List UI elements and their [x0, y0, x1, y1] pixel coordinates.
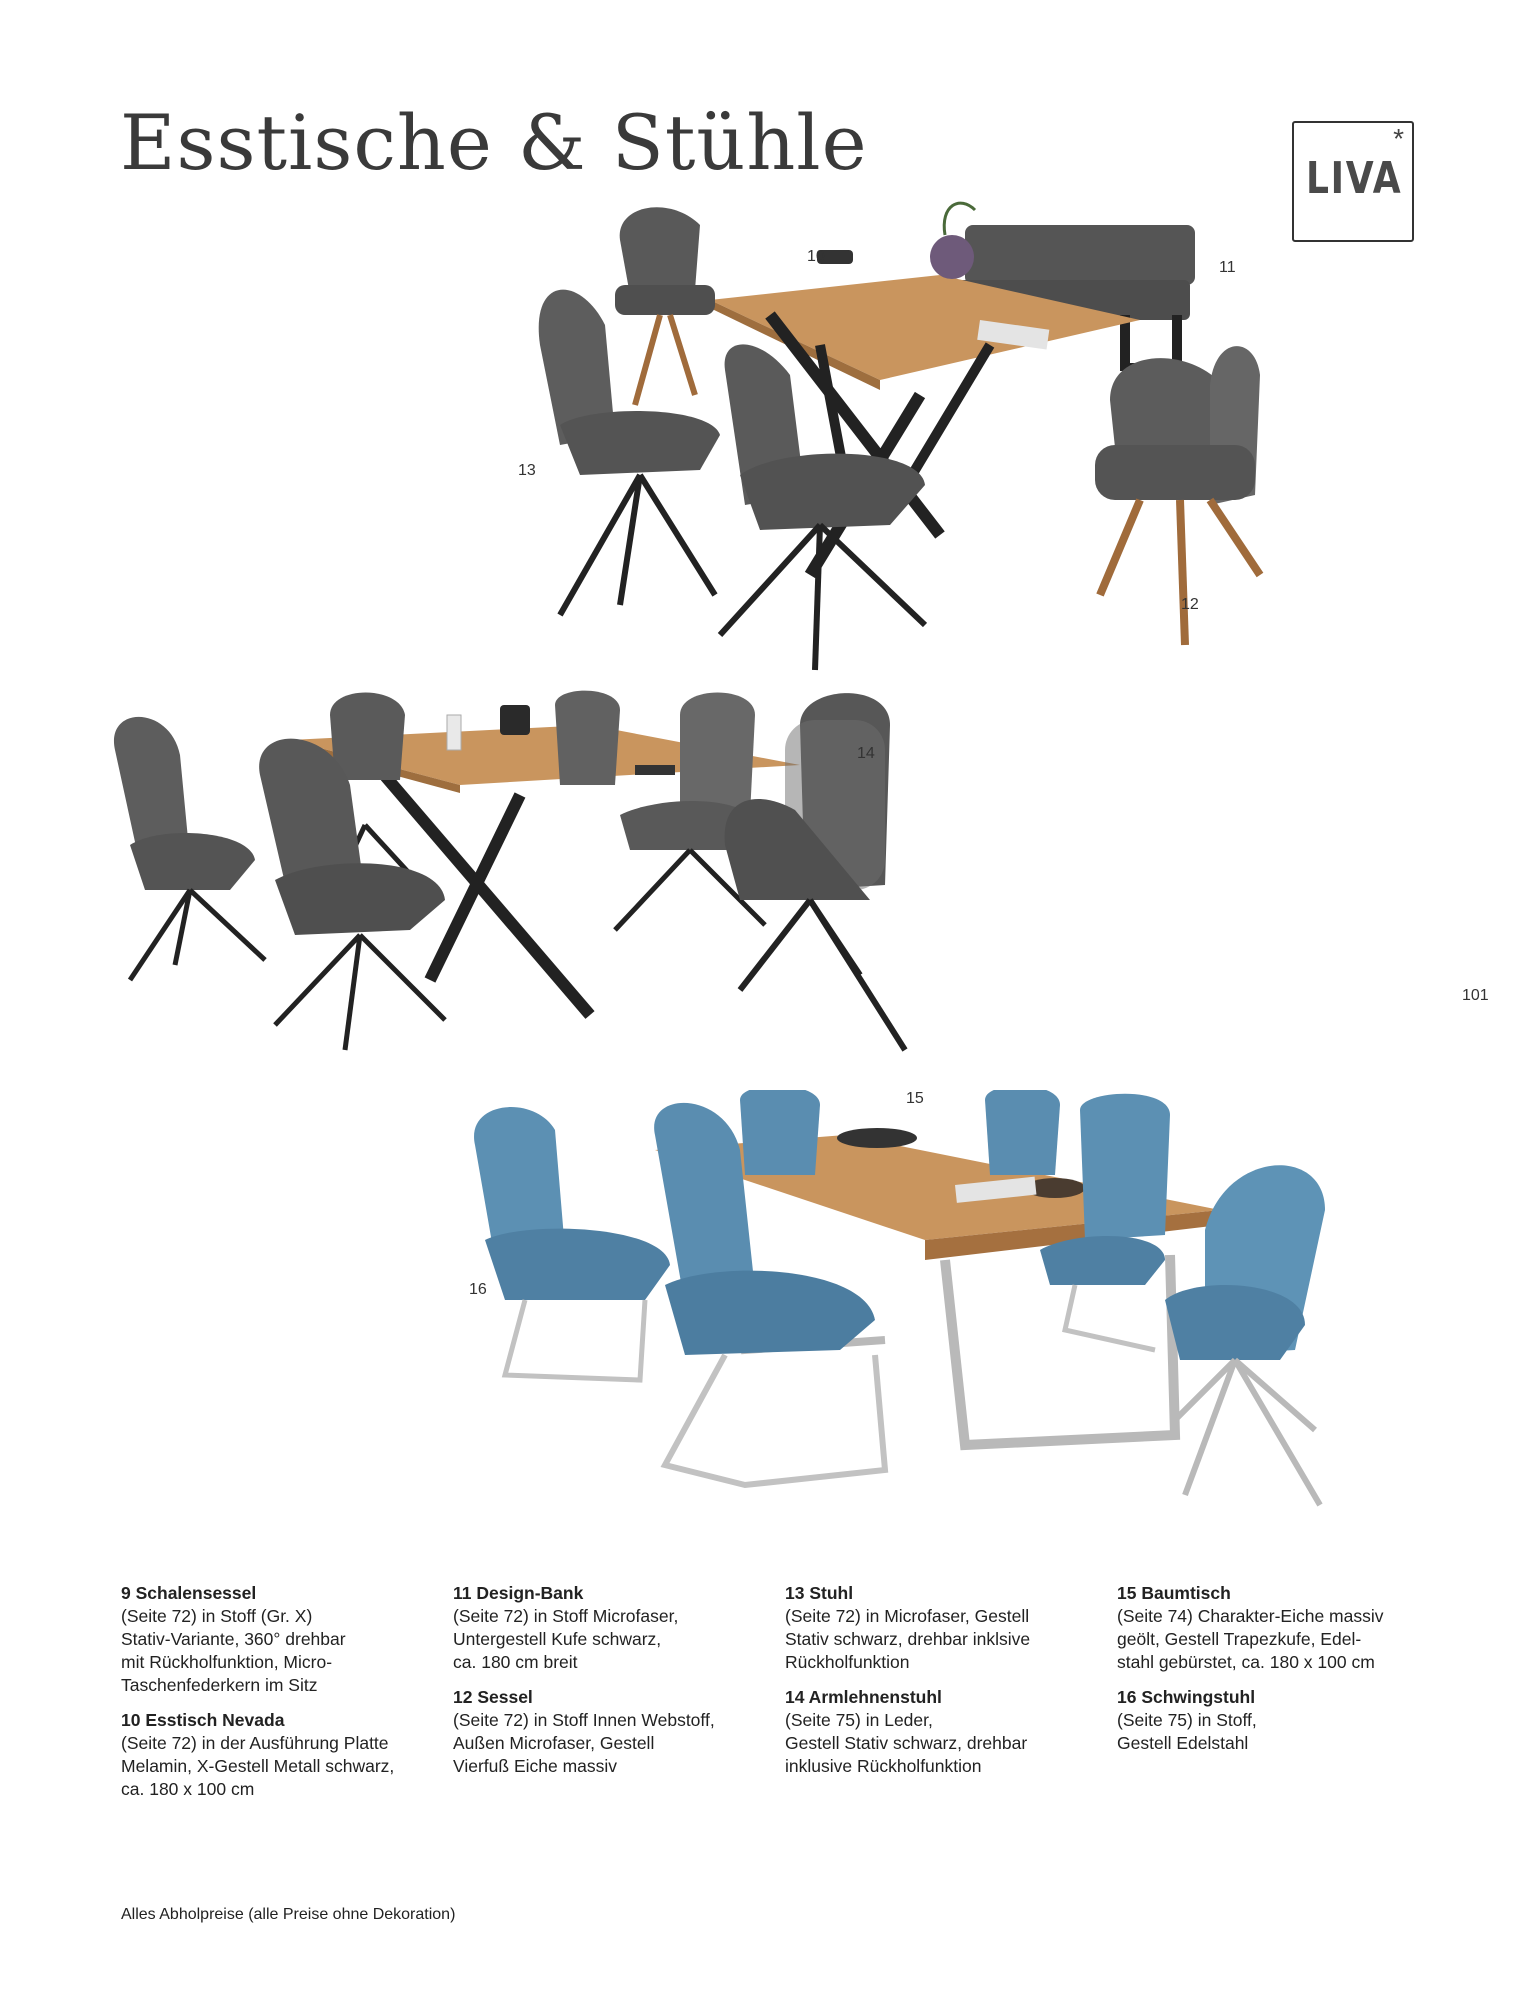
product-text: (Seite 72) in der Ausführung Platte Melamin, X-Gestell Metall schwarz, ca. 180 x 100 cm — [121, 1733, 395, 1799]
product-heading: 12 Sessel — [453, 1687, 533, 1707]
product-heading: 16 Schwingstuhl — [1117, 1687, 1256, 1707]
product-10 — [121, 1709, 441, 1801]
sessel-12 — [1095, 346, 1260, 645]
product-text: (Seite 72) in Stoff Microfaser, Untergestell Kufe schwarz, ca. 180 cm breit — [453, 1606, 679, 1672]
product-text: (Seite 74) Charakter-Eiche massiv geölt, Gestell Trapezkufe, Edel- stahl gebürstet, ca. 180 x 100 cm — [1117, 1606, 1384, 1672]
desc-column-1 — [121, 1582, 441, 1813]
chair-back-wood-legs — [615, 207, 715, 405]
product-14 — [785, 1686, 1105, 1778]
product-text: (Seite 72) in Stoff Innen Webstoff, Außen Microfaser, Gestell Vierfuß Eiche massiv — [453, 1710, 715, 1776]
callout-15: 15 — [906, 1090, 924, 1107]
stuhl-13 — [539, 290, 720, 615]
product-text: (Seite 72) in Microfaser, Gestell Stativ schwarz, drehbar inklsive Rückholfunktion — [785, 1606, 1031, 1672]
page-title: Esstische & Stühle — [120, 98, 868, 187]
schwingstuhl-16 — [474, 1107, 670, 1380]
product-12 — [453, 1686, 773, 1778]
callout-12: 12 — [1181, 596, 1199, 613]
product-9 — [121, 1582, 441, 1697]
product-heading: 10 Esstisch Nevada — [121, 1710, 285, 1730]
desc-column-4 — [1117, 1582, 1457, 1767]
product-text: (Seite 72) in Stoff (Gr. X) Stativ-Variante, 360° drehbar mit Rückholfunktion, Micro- Taschenfederkern im Sitz — [121, 1606, 346, 1695]
logo-text: LIVA — [1306, 153, 1403, 204]
product-text: (Seite 75) in Stoff, Gestell Edelstahl — [1117, 1710, 1257, 1753]
callout-11: 11 — [1219, 259, 1236, 276]
product-photo-armchair-set — [100, 685, 1000, 1065]
callout-10: 10 — [807, 248, 825, 265]
product-heading: 13 Stuhl — [785, 1583, 854, 1603]
logo-asterisk: * — [1393, 123, 1404, 154]
callout-16: 16 — [469, 1281, 487, 1298]
chair-front-middle — [259, 739, 445, 1050]
product-13 — [785, 1582, 1105, 1674]
callout-14: 14 — [857, 745, 875, 762]
product-text: (Seite 75) in Leder, Gestell Stativ schwarz, drehbar inklusive Rückholfunktion — [785, 1710, 1028, 1776]
product-photo-baumtisch-set — [465, 1090, 1385, 1510]
chair-back-2 — [555, 691, 620, 785]
footer-note: Alles Abholpreise (alle Preise ohne Dekoration) — [121, 1906, 456, 1923]
blue-chair-back-2 — [985, 1090, 1060, 1175]
page-number: 101 — [1462, 987, 1489, 1004]
desc-column-3 — [785, 1582, 1105, 1790]
chair-left — [114, 717, 265, 980]
schalensessel-9 — [720, 344, 925, 670]
product-16 — [1117, 1686, 1457, 1755]
product-11 — [453, 1582, 773, 1674]
product-heading: 14 Armlehnenstuhl — [785, 1687, 942, 1707]
product-heading: 9 Schalensessel — [121, 1583, 257, 1603]
callout-13: 13 — [518, 462, 536, 479]
product-15 — [1117, 1582, 1457, 1674]
blue-chair-back-1 — [740, 1090, 820, 1175]
product-heading: 11 Design-Bank — [453, 1583, 584, 1603]
product-heading: 15 Baumtisch — [1117, 1583, 1231, 1603]
desc-column-2 — [453, 1582, 773, 1790]
